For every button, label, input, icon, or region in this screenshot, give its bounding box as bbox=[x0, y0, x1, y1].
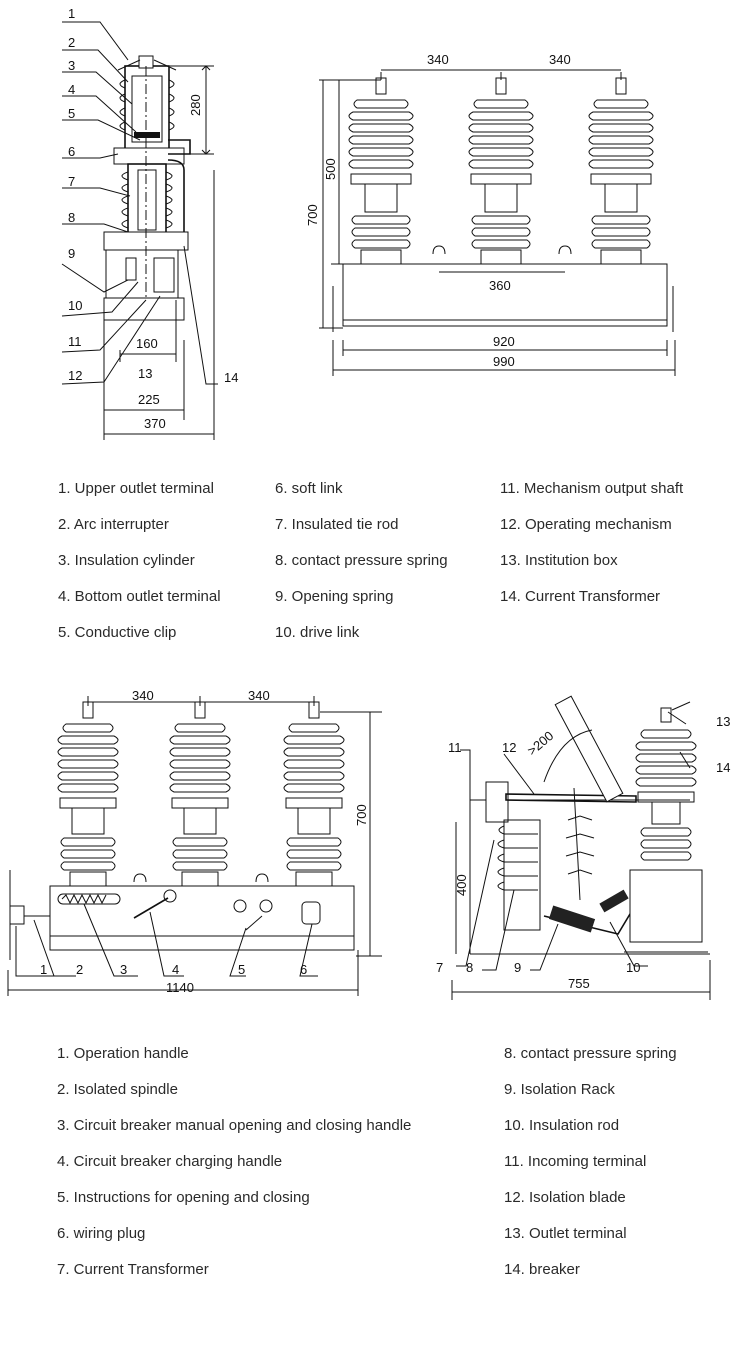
bottom-pole-right bbox=[284, 702, 344, 886]
bottom-pole-left bbox=[58, 702, 118, 886]
upper-sheds bbox=[120, 80, 174, 130]
callout-5: 5 bbox=[68, 106, 76, 121]
bottom-callout-6: 6 bbox=[300, 962, 308, 977]
callout-10-rod: 10 bbox=[626, 960, 641, 975]
top-legend-col3-item3: 13. Institution box bbox=[500, 552, 618, 569]
top-legend-col1-item3: 3. Insulation cylinder bbox=[58, 552, 195, 569]
bottom-dim-340-right: 340 bbox=[248, 688, 270, 703]
callout-3: 3 bbox=[68, 58, 76, 73]
callout-12-blade: 12 bbox=[502, 740, 517, 755]
top-legend-col1-item1: 1. Upper outlet terminal bbox=[58, 480, 214, 497]
bottom-dim-1140: 1140 bbox=[166, 980, 194, 995]
bottom-dim-700: 700 bbox=[354, 804, 369, 826]
dim-920: 920 bbox=[493, 334, 515, 349]
pole-middle bbox=[469, 78, 533, 264]
top-legend-col1-item2: 2. Arc interrupter bbox=[58, 516, 169, 533]
mechanism-box bbox=[343, 264, 667, 326]
dim-700: 700 bbox=[305, 204, 320, 226]
pole-right bbox=[589, 78, 653, 264]
bottom-legend-col1-item1: 1. Operation handle bbox=[57, 1045, 189, 1062]
operation-handle bbox=[10, 906, 24, 924]
dim-400: 400 bbox=[454, 874, 469, 896]
dim-990: 990 bbox=[493, 354, 515, 369]
callout-1: 1 bbox=[68, 6, 76, 21]
callout-2: 2 bbox=[68, 35, 76, 50]
bottom-callout-2: 2 bbox=[76, 962, 84, 977]
bottom-callout-5: 5 bbox=[238, 962, 246, 977]
top-legend-col2-item3: 8. contact pressure spring bbox=[275, 552, 448, 569]
bottom-callout-1: 1 bbox=[40, 962, 48, 977]
callout-13-outlet: 13 bbox=[716, 714, 731, 729]
dim-angle-200: >200 bbox=[524, 727, 557, 759]
bottom-legend-col1-item5: 5. Instructions for opening and closing bbox=[57, 1189, 310, 1206]
bottom-legend-col1-item3: 3. Circuit breaker manual opening and closing handle bbox=[57, 1117, 412, 1134]
top-legend-col2-item4: 9. Opening spring bbox=[275, 588, 394, 605]
bottom-side-view-drawing bbox=[436, 690, 745, 1010]
bottom-legend-col2-item1: 8. contact pressure spring bbox=[504, 1045, 677, 1062]
callout-9-rack: 9 bbox=[514, 960, 522, 975]
dim-360: 360 bbox=[489, 278, 511, 293]
top-front-view-drawing bbox=[295, 40, 690, 380]
bottom-legend-col1-item7: 7. Current Transformer bbox=[57, 1261, 209, 1278]
pole-left bbox=[349, 78, 413, 264]
top-legend-col2-item2: 7. Insulated tie rod bbox=[275, 516, 399, 533]
dim-225: 225 bbox=[138, 392, 160, 407]
bottom-legend-col2-item6: 13. Outlet terminal bbox=[504, 1225, 627, 1242]
dim-160: 160 bbox=[136, 336, 158, 351]
callout-9: 9 bbox=[68, 246, 76, 261]
top-side-view-drawing bbox=[0, 0, 280, 450]
bottom-legend-col2-item2: 9. Isolation Rack bbox=[504, 1081, 615, 1098]
breaker-box bbox=[630, 870, 702, 942]
isolation-insulator bbox=[498, 820, 540, 930]
dim-500: 500 bbox=[323, 158, 338, 180]
callout-10: 10 bbox=[68, 298, 83, 313]
callout-4: 4 bbox=[68, 82, 76, 97]
operating-mechanism bbox=[106, 250, 178, 298]
dim-370: 370 bbox=[144, 416, 166, 431]
bottom-legend-col1-item2: 2. Isolated spindle bbox=[57, 1081, 178, 1098]
callout-13: 13 bbox=[138, 366, 153, 381]
top-legend-col1-item5: 5. Conductive clip bbox=[58, 624, 177, 641]
lower-insulator bbox=[128, 164, 166, 236]
top-legend-col3-item4: 14. Current Transformer bbox=[500, 588, 661, 605]
bottom-legend-col2-item3: 10. Insulation rod bbox=[504, 1117, 620, 1134]
top-legend-col3-item1: 11. Mechanism output shaft bbox=[500, 480, 684, 497]
top-legend-col2-item5: 10. drive link bbox=[275, 624, 360, 641]
dim-280: 280 bbox=[188, 94, 203, 116]
bottom-legend-col2-item5: 12. Isolation blade bbox=[504, 1189, 626, 1206]
callout-7-ct: 7 bbox=[436, 960, 444, 975]
bottom-legend-col1-item6: 6. wiring plug bbox=[57, 1225, 146, 1242]
lower-sheds bbox=[122, 172, 172, 228]
bottom-legend-col1-item4: 4. Circuit breaker charging handle bbox=[57, 1153, 283, 1170]
dim-755: 755 bbox=[568, 976, 590, 991]
bottom-callout-4: 4 bbox=[172, 962, 180, 977]
top-legend-col2-item1: 6. soft link bbox=[275, 480, 343, 497]
callout-8-spring: 8 bbox=[466, 960, 474, 975]
callout-7: 7 bbox=[68, 174, 76, 189]
top-legend-col1-item4: 4. Bottom outlet terminal bbox=[58, 588, 221, 605]
bottom-pole-middle bbox=[170, 702, 230, 886]
top-legend-col3-item2: 12. Operating mechanism bbox=[500, 516, 672, 533]
bottom-legend-col2-item4: 11. Incoming terminal bbox=[504, 1153, 647, 1170]
callout-8: 8 bbox=[68, 210, 76, 225]
bottom-front-view-drawing bbox=[0, 680, 400, 1010]
callout-14: 14 bbox=[224, 370, 239, 385]
bottom-callout-3: 3 bbox=[120, 962, 128, 977]
bottom-legend-col2-item7: 14. breaker bbox=[504, 1261, 580, 1278]
callout-14-breaker: 14 bbox=[716, 760, 731, 775]
bottom-dim-340-left: 340 bbox=[132, 688, 154, 703]
callout-11: 11 bbox=[68, 334, 82, 349]
insulation-rod bbox=[566, 788, 594, 900]
breaker-pole bbox=[636, 702, 696, 860]
callout-12: 12 bbox=[68, 368, 83, 383]
callout-11-incoming: 11 bbox=[448, 740, 462, 755]
callout-6: 6 bbox=[68, 144, 76, 159]
dim-340-left: 340 bbox=[427, 52, 449, 67]
dim-340-right: 340 bbox=[549, 52, 571, 67]
